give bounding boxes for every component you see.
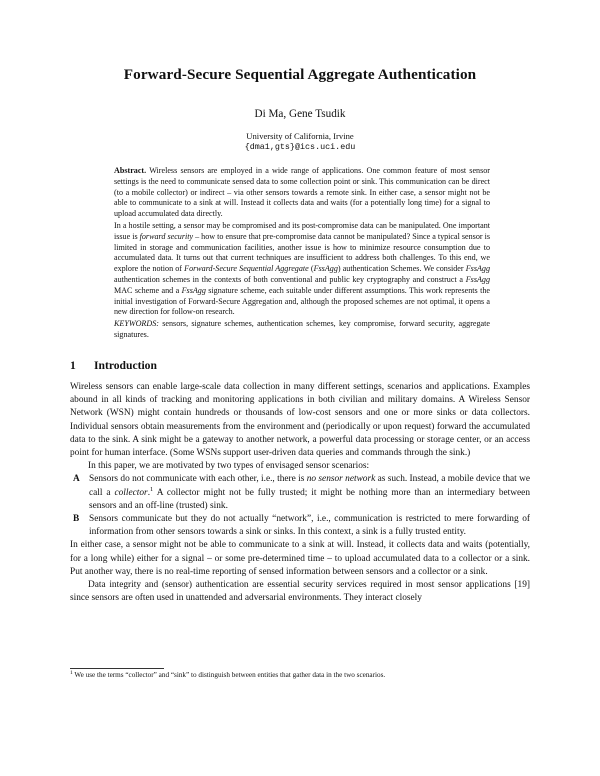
paper-authors: Di Ma, Gene Tsudik [254,108,346,120]
intro-paragraph-3: In either case, a sensor might not be able to communicate to a sink at will. Instead, it collects data and waits (potentially, for a long while) either for a signal – or some pre-determined time – to upload accumulated data to a collector or a sink. Put another way, there is no real-time reporting of sensed information between sensors and a collector or a sink. [70,540,530,577]
scenario-text: Sensors do not communicate with each other, i.e., there is [89,474,307,485]
abstract-text: ) authentication Schemes. We consider [337,264,466,274]
scenario-item-a: A Sensors do not communicate with each other, i.e., there is no sensor network as such. Instead, a mobile device that we call a collector.$^1$ A collector might not be fully trusted; it might be nothing more than an intermediary between sensors and an off-line (trusted) sink. [73,474,530,511]
intro-paragraph-1: Wireless sensors can enable large-scale data collection in many different settings, scenarios and applications. Examples abound in all kinds of tracking and monitoring applications in both civilian and military domains. A Wireless Sensor Network (WSN) might contain hundreds or thousands of low-cost sensors and one or more sinks or data collectors. Individual sensors obtain measurements from the environment and (periodically or upon request) forward the accumulated data to the sink. A sink might be a gateway to another network, a powerful data processing or storage center, or an access point for human interface. (Some WSNs support user-driven data queries and commands through the sink.) [70,382,530,459]
emphasis: Forward-Secure Sequential Aggregate [184,264,309,274]
intro-paragraph-2: In this paper, we are motivated by two types of envisaged sensor scenarios: [88,461,370,472]
scenario-label-b: B [73,514,80,525]
abstract-paragraph-1 [114,166,490,220]
section-number: 1 [70,359,76,372]
keywords-label: KEYWORDS: [114,319,159,329]
emphasis: FssAgg [313,264,338,274]
scenario-item-b [70,513,530,539]
paper-title: Forward-Secure Sequential Aggregate Authentication [123,66,477,83]
keywords-paragraph [114,319,490,341]
emphasis: collector [114,487,148,498]
abstract-text: ( [308,264,314,274]
emphasis: FssAgg [465,264,491,274]
emphasis: FssAgg [465,274,490,284]
scenario-text: A collector might not be fully trusted; it might be nothing more than an intermediary between sensors and an off-line (trusted) sink. [89,487,530,511]
section-title: Introduction [94,359,157,372]
emphasis: no sensor network [306,474,376,485]
abstract-text-1: Wireless sensors are employed in a wide range of applications. One common feature of most sensor settings is the need to communicate sensed data to some collection point or sink. This communication can be direct (to a mobile collector) or indirect – via other sensors towards a remote sink. In either case, a sensor might not be able to communicate to a sink at will. Instead it collects data and waits (for a potentially long time) for a signal to upload accumulated data directly. [114,166,490,219]
footnote-mark: 1 [70,670,73,676]
section-heading [70,359,530,372]
footnote-ref[interactable]: 1 [150,485,154,493]
emphasis: forward security [139,231,194,241]
affiliation-block [0,131,600,153]
keywords-text: sensors, signature schemes, authentication schemes, key compromise, forward security, aggregate signatures. [114,319,490,339]
intro-body [70,381,530,605]
author-email: {dma1,gts}@ics.uci.edu [244,142,356,152]
intro-paragraph-4: Data integrity and (sensor) authentication are essential security services required in most sensor applications [19] since sensors are often used in unattended and adversarial environments. They interact closely [70,580,530,604]
emphasis: FssAgg [181,285,206,295]
abstract [114,166,490,341]
abstract-text: signature scheme, each suitable under different assumptions. This work represents the initial investigation of Forward-Secure Aggregation and, although the proposed schemes are not optimal, it opens a new direction for follow-on research. [114,285,490,317]
footnote-text: We use the terms “collector” and “sink” to distinguish between entities that gather data in the two scenarios. [74,671,386,679]
abstract-text: authentication schemes in the contexts of both conventional and public key cryptography and construct a [114,274,466,284]
abstract-text: – how to ensure that pre-compromise data cannot be manipulated? Since a typical sensor is limited in storage and communication facilities, another issue is how to minimize resource consumption due to accumulated data. It turns out that current techniques are insufficient to address both challenges. To this end, we explore the notion of [114,231,490,274]
footnote-rule [70,668,164,669]
scenario-text: as such. Instead, a mobile device that we call a [89,474,530,498]
abstract-paragraph-2 [114,221,490,318]
footnote [70,670,530,680]
scenario-text: Sensors communicate but they do not actually “network”, i.e., communication is restricted to mere forwarding of information from other sensors towards a sink or sinks. In this context, a sink is a fully trusted entity. [89,514,530,538]
abstract-label: Abstract. [114,166,147,175]
affiliation: University of California, Irvine [246,131,354,141]
abstract-text: MAC scheme and a [114,285,182,295]
scenario-label-a: A [73,474,80,485]
abstract-text: In a hostile setting, a sensor may be compromised and its post-compromise data can be manipulated. One important issue is [114,220,490,241]
